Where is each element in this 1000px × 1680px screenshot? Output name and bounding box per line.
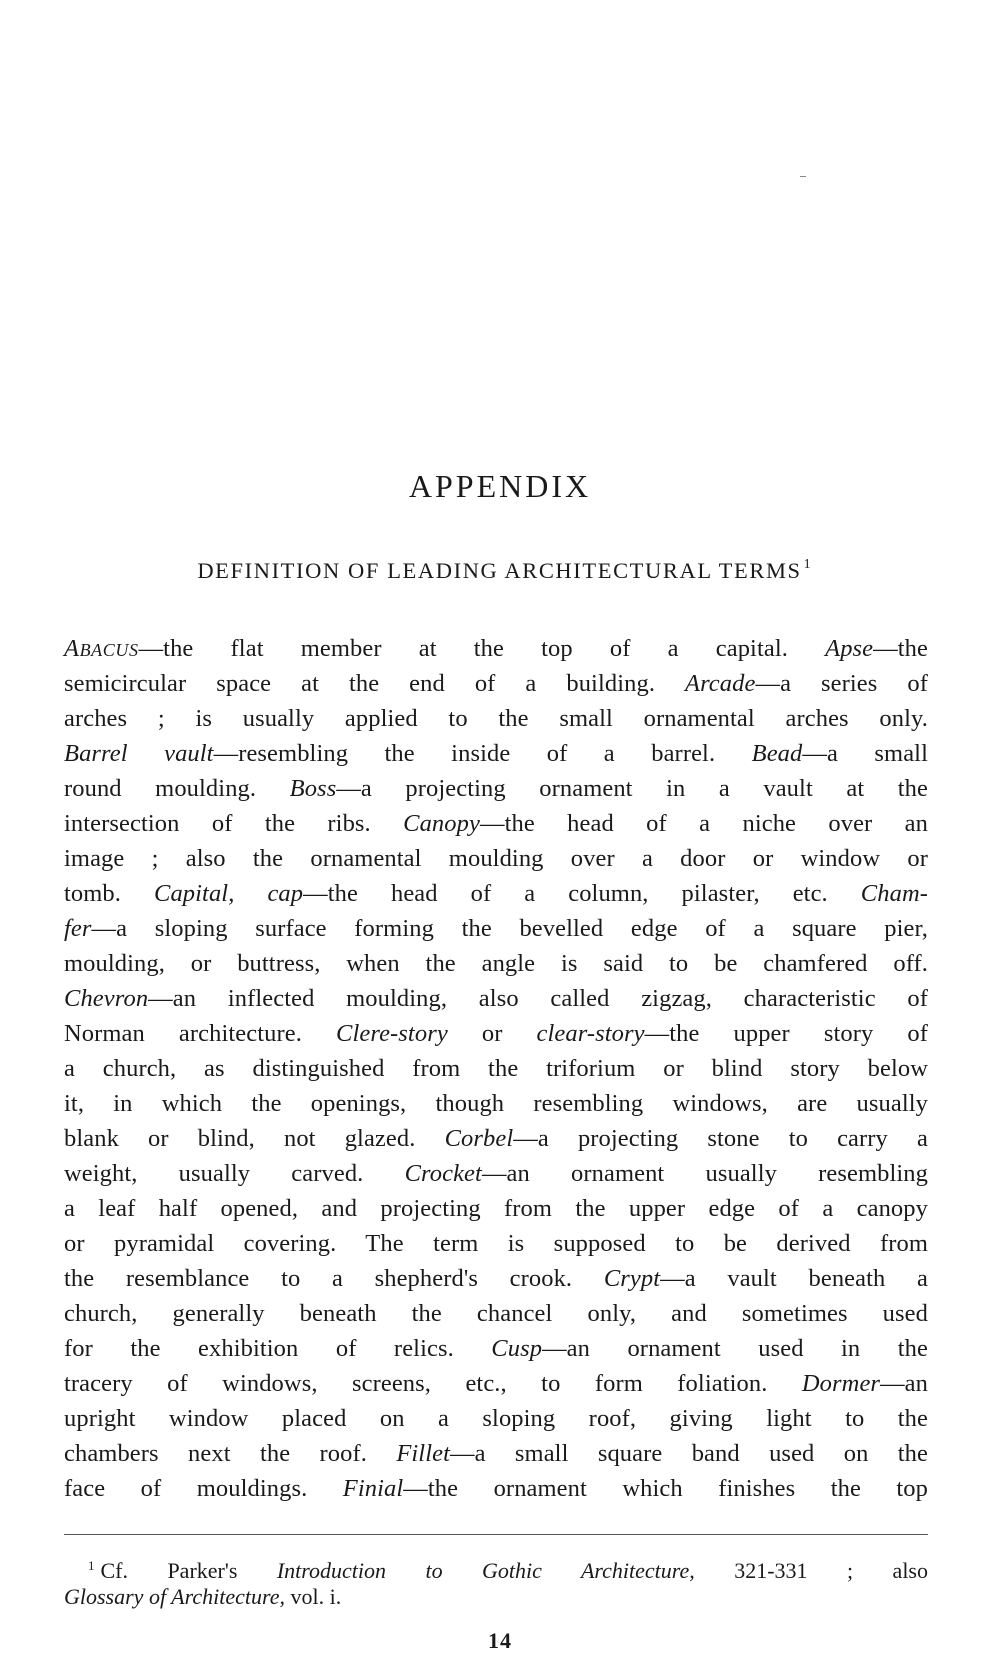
paper-speck xyxy=(800,176,806,177)
page-number: 14 xyxy=(488,1628,512,1653)
definition-text: arches ; is usually applied to the small ornamental arches only. xyxy=(64,705,928,732)
appendix-heading: APPENDIX xyxy=(408,468,592,504)
text-line xyxy=(64,666,928,701)
definition-text: it, in which the openings, though resembling windows, are usually xyxy=(64,1090,928,1117)
definition-term: clear-story xyxy=(536,1020,645,1047)
text-line xyxy=(64,1296,928,1331)
definition-text: blank or blind, not glazed. xyxy=(64,1125,445,1152)
definition-term: Capital, cap xyxy=(154,880,304,907)
definition-text: —the xyxy=(873,635,928,662)
text-line xyxy=(64,1156,928,1191)
definition-text: moulding, or buttress, when the angle is said to be chamfered off. xyxy=(64,950,928,977)
footnote-text: Cf. Parker's xyxy=(100,1558,277,1583)
definition-text: —a sloping surface forming the bevelled edge of a square pier, xyxy=(91,915,928,942)
text-line xyxy=(64,1086,928,1121)
text-line xyxy=(64,1191,928,1226)
definition-text: —an inflected moulding, also called zigzag, characteristic of xyxy=(148,985,928,1012)
text-line xyxy=(64,736,928,771)
footnote-rule xyxy=(64,1534,928,1535)
definition-term: Cusp xyxy=(491,1335,543,1362)
definition-text: or xyxy=(447,1020,537,1047)
definition-text: image ; also the ornamental moulding over a door or window or xyxy=(64,845,928,872)
definition-text: for the exhibition of relics. xyxy=(64,1335,492,1362)
definition-text: —the head of a niche over an xyxy=(479,810,928,837)
definition-term: Boss xyxy=(289,775,337,802)
definition-term: Finial xyxy=(342,1475,404,1502)
definition-text: tomb. xyxy=(64,880,154,907)
definition-term: fer xyxy=(64,915,92,942)
definition-term: ABACUS xyxy=(64,635,139,662)
text-line xyxy=(64,1401,928,1436)
subheading-text: DEFINITION OF LEADING ARCHITECTURAL TERMS xyxy=(197,558,802,583)
definition-text: Norman architecture. xyxy=(64,1020,337,1047)
definition-text: —an ornament usually resembling xyxy=(481,1160,928,1187)
definition-text: intersection of the ribs. xyxy=(64,810,404,837)
definition-text: —the flat member at the top of a capital. xyxy=(138,635,826,662)
definition-text: the resemblance to a shepherd's crook. xyxy=(64,1265,604,1292)
text-line xyxy=(64,841,928,876)
footnote-term: Introduction to Gothic Architecture, xyxy=(276,1558,695,1583)
definition-term: Barrel vault xyxy=(64,740,214,767)
text-line xyxy=(64,911,928,946)
definition-text: chambers next the roof. xyxy=(64,1440,397,1467)
section-subheading xyxy=(84,557,924,584)
footnote-term: Glossary of Architecture, xyxy=(64,1584,285,1609)
definition-term: Clere-story xyxy=(336,1020,448,1047)
definition-term: Bead xyxy=(751,740,803,767)
definition-text: face of mouldings. xyxy=(64,1475,343,1502)
definition-text: upright window placed on a sloping roof, giving light to the xyxy=(64,1405,928,1432)
footnote-text: 321-331 ; also xyxy=(694,1558,928,1583)
definition-term: Fillet xyxy=(396,1440,450,1467)
definition-text: weight, usually carved. xyxy=(64,1160,405,1187)
text-line xyxy=(64,946,928,981)
footnote xyxy=(64,1550,928,1612)
subheading-footnote-marker: 1 xyxy=(803,557,811,572)
text-line xyxy=(64,1016,928,1051)
text-line xyxy=(64,1051,928,1086)
text-line xyxy=(64,806,928,841)
footnote-line xyxy=(64,1581,928,1612)
definition-text: —a small xyxy=(802,740,928,767)
text-line xyxy=(64,1331,928,1366)
text-line xyxy=(64,981,928,1016)
definition-text: —a series of xyxy=(755,670,928,697)
text-line xyxy=(64,631,928,666)
text-line xyxy=(64,876,928,911)
definition-term: Cham- xyxy=(860,880,928,907)
definition-term: Corbel xyxy=(444,1125,514,1152)
text-line xyxy=(64,1226,928,1261)
definition-term: Crypt xyxy=(603,1265,661,1292)
text-line xyxy=(64,1471,928,1506)
text-line xyxy=(64,771,928,806)
definition-text: a church, as distinguished from the triforium or blind story below xyxy=(64,1055,928,1082)
definition-term: Arcade xyxy=(685,670,756,697)
definition-text: a leaf half opened, and projecting from the upper edge of a canopy xyxy=(64,1195,928,1222)
footnote-marker: 1 xyxy=(88,1558,95,1573)
footnote-text: vol. i. xyxy=(285,1584,342,1609)
definition-text: —a projecting stone to carry a xyxy=(513,1125,928,1152)
text-line xyxy=(64,1366,928,1401)
definition-text: —the head of a column, pilaster, etc. xyxy=(303,880,861,907)
footnote-line xyxy=(64,1550,928,1581)
definition-text: tracery of windows, screens, etc., to form foliation. xyxy=(64,1370,802,1397)
definition-text: —a small square band used on the xyxy=(449,1440,929,1467)
text-line xyxy=(64,701,928,736)
definition-term: Canopy xyxy=(403,810,480,837)
definition-text: round moulding. xyxy=(64,775,290,802)
definition-text: or pyramidal covering. The term is supposed to be derived from xyxy=(64,1230,928,1257)
definitions-paragraph xyxy=(64,631,928,1506)
definition-term: Apse xyxy=(825,635,874,662)
definition-text: —the upper story of xyxy=(644,1020,928,1047)
definition-text: semicircular space at the end of a building. xyxy=(64,670,686,697)
definition-text: —resembling the inside of a barrel. xyxy=(213,740,752,767)
text-line xyxy=(64,1121,928,1156)
definition-term: Crocket xyxy=(404,1160,482,1187)
definition-text: —the ornament which finishes the top xyxy=(403,1475,928,1502)
definition-text: church, generally beneath the chancel only, and sometimes used xyxy=(64,1300,928,1327)
text-line xyxy=(64,1261,928,1296)
text-line xyxy=(64,1436,928,1471)
definition-term: Chevron xyxy=(64,985,149,1012)
definition-term: Dormer xyxy=(801,1370,881,1397)
definition-text: —a vault beneath a xyxy=(660,1265,928,1292)
definition-text: —an ornament used in the xyxy=(542,1335,928,1362)
definition-text: —an xyxy=(880,1370,928,1397)
definition-text: —a projecting ornament in a vault at the xyxy=(336,775,928,802)
